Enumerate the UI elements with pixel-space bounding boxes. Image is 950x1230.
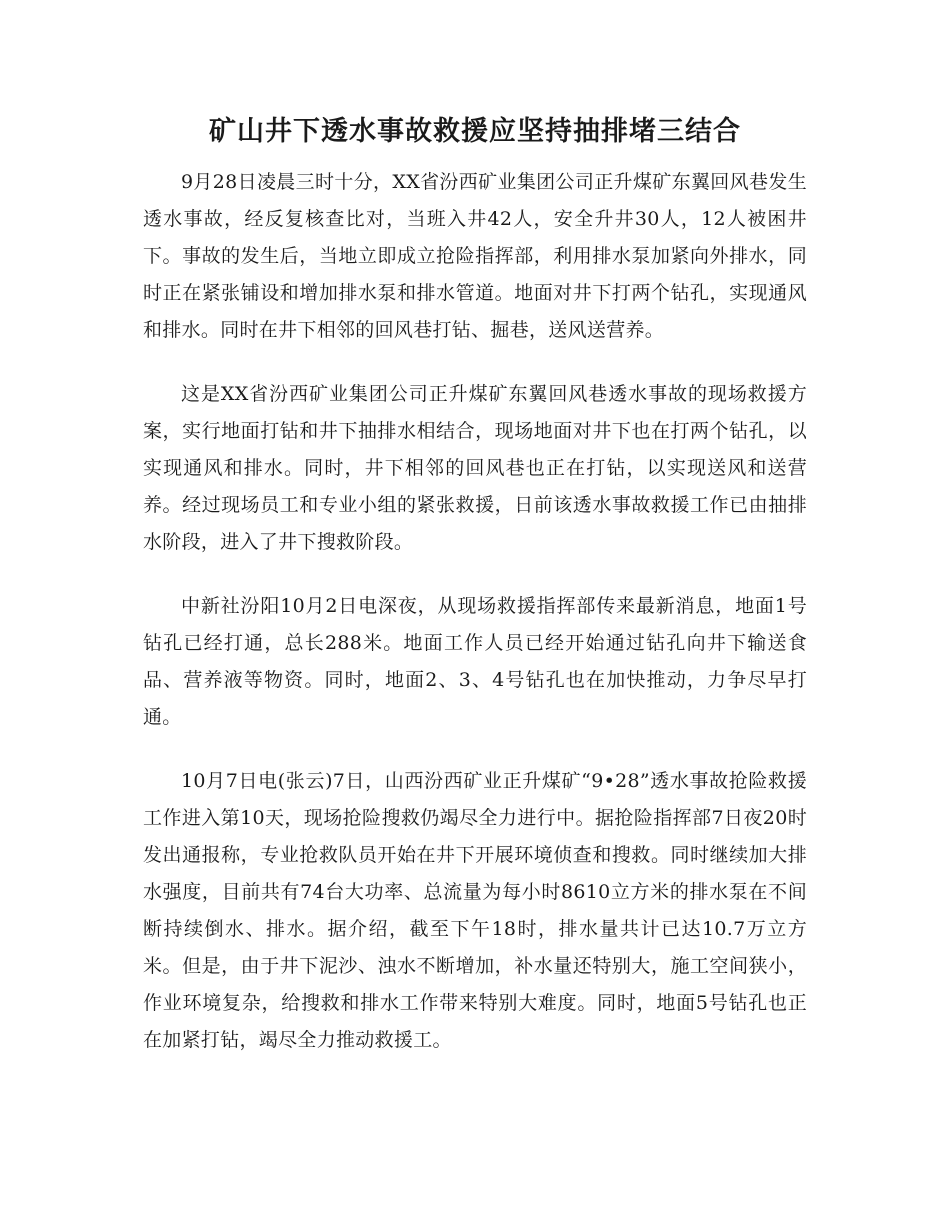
paragraph-4: 10月7日电(张云)7日，山西汾西矿业正升煤矿“9•28”透水事故抢险救援工作进入第10天，现场抢险搜救仍竭尽全力进行中。据抢险指挥部7日夜20时发出通报称，专业抢救队员开始在井下开展环境侦查和搜救。同时继续加大排水强度，目前共有74台大功率、总流量为每小时8610立方米的排水泵在不间断持续倒水、排水。据介绍，截至下午18时，排水量共计已达10.7万立方米。但是，由于井下泥沙、浊水不断增加，补水量还特别大，施工空间狭小，作业环境复杂，给搜救和排水工作带来特别大难度。同时，地面5号钻孔也正在加紧打钻，竭尽全力推动救援工。 [143,770,807,1051]
document-body [143,164,807,1086]
paragraph-3: 中新社汾阳10月2日电深夜，从现场救援指挥部传来最新消息，地面1号钻孔已经打通，总长288米。地面工作人员已经开始通过钻孔向井下输送食品、营养液等物资。同时，地面2、3、4号钻孔也在加快推动，力争尽早打通。 [143,595,807,728]
document-title: 矿山井下透水事故救援应坚持抽排堵三结合 [209,116,741,147]
paragraph-2: 这是XX省汾西矿业集团公司正升煤矿东翼回风巷透水事故的现场救援方案，实行地面打钻和井下抽排水相结合，现场地面对井下也在打两个钻孔，以实现通风和排水。同时，井下相邻的回风巷也正在打钻，以实现送风和送营养。经过现场员工和专业小组的紧张救援，日前该透水事故救援工作已由抽排水阶段，进入了井下搜救阶段。 [143,383,807,553]
paragraph-1: 9月28日凌晨三时十分，XX省汾西矿业集团公司正升煤矿东翼回风巷发生透水事故，经反复核查比对，当班入井42人，安全升井30人，12人被困井下。事故的发生后，当地立即成立抢险指挥部，利用排水泵加紧向外排水，同时正在紧张铺设和增加排水泵和排水管道。地面对井下打两个钻孔，实现通风和排水。同时在井下相邻的回风巷打钻、掘巷，送风送营养。 [143,171,807,341]
